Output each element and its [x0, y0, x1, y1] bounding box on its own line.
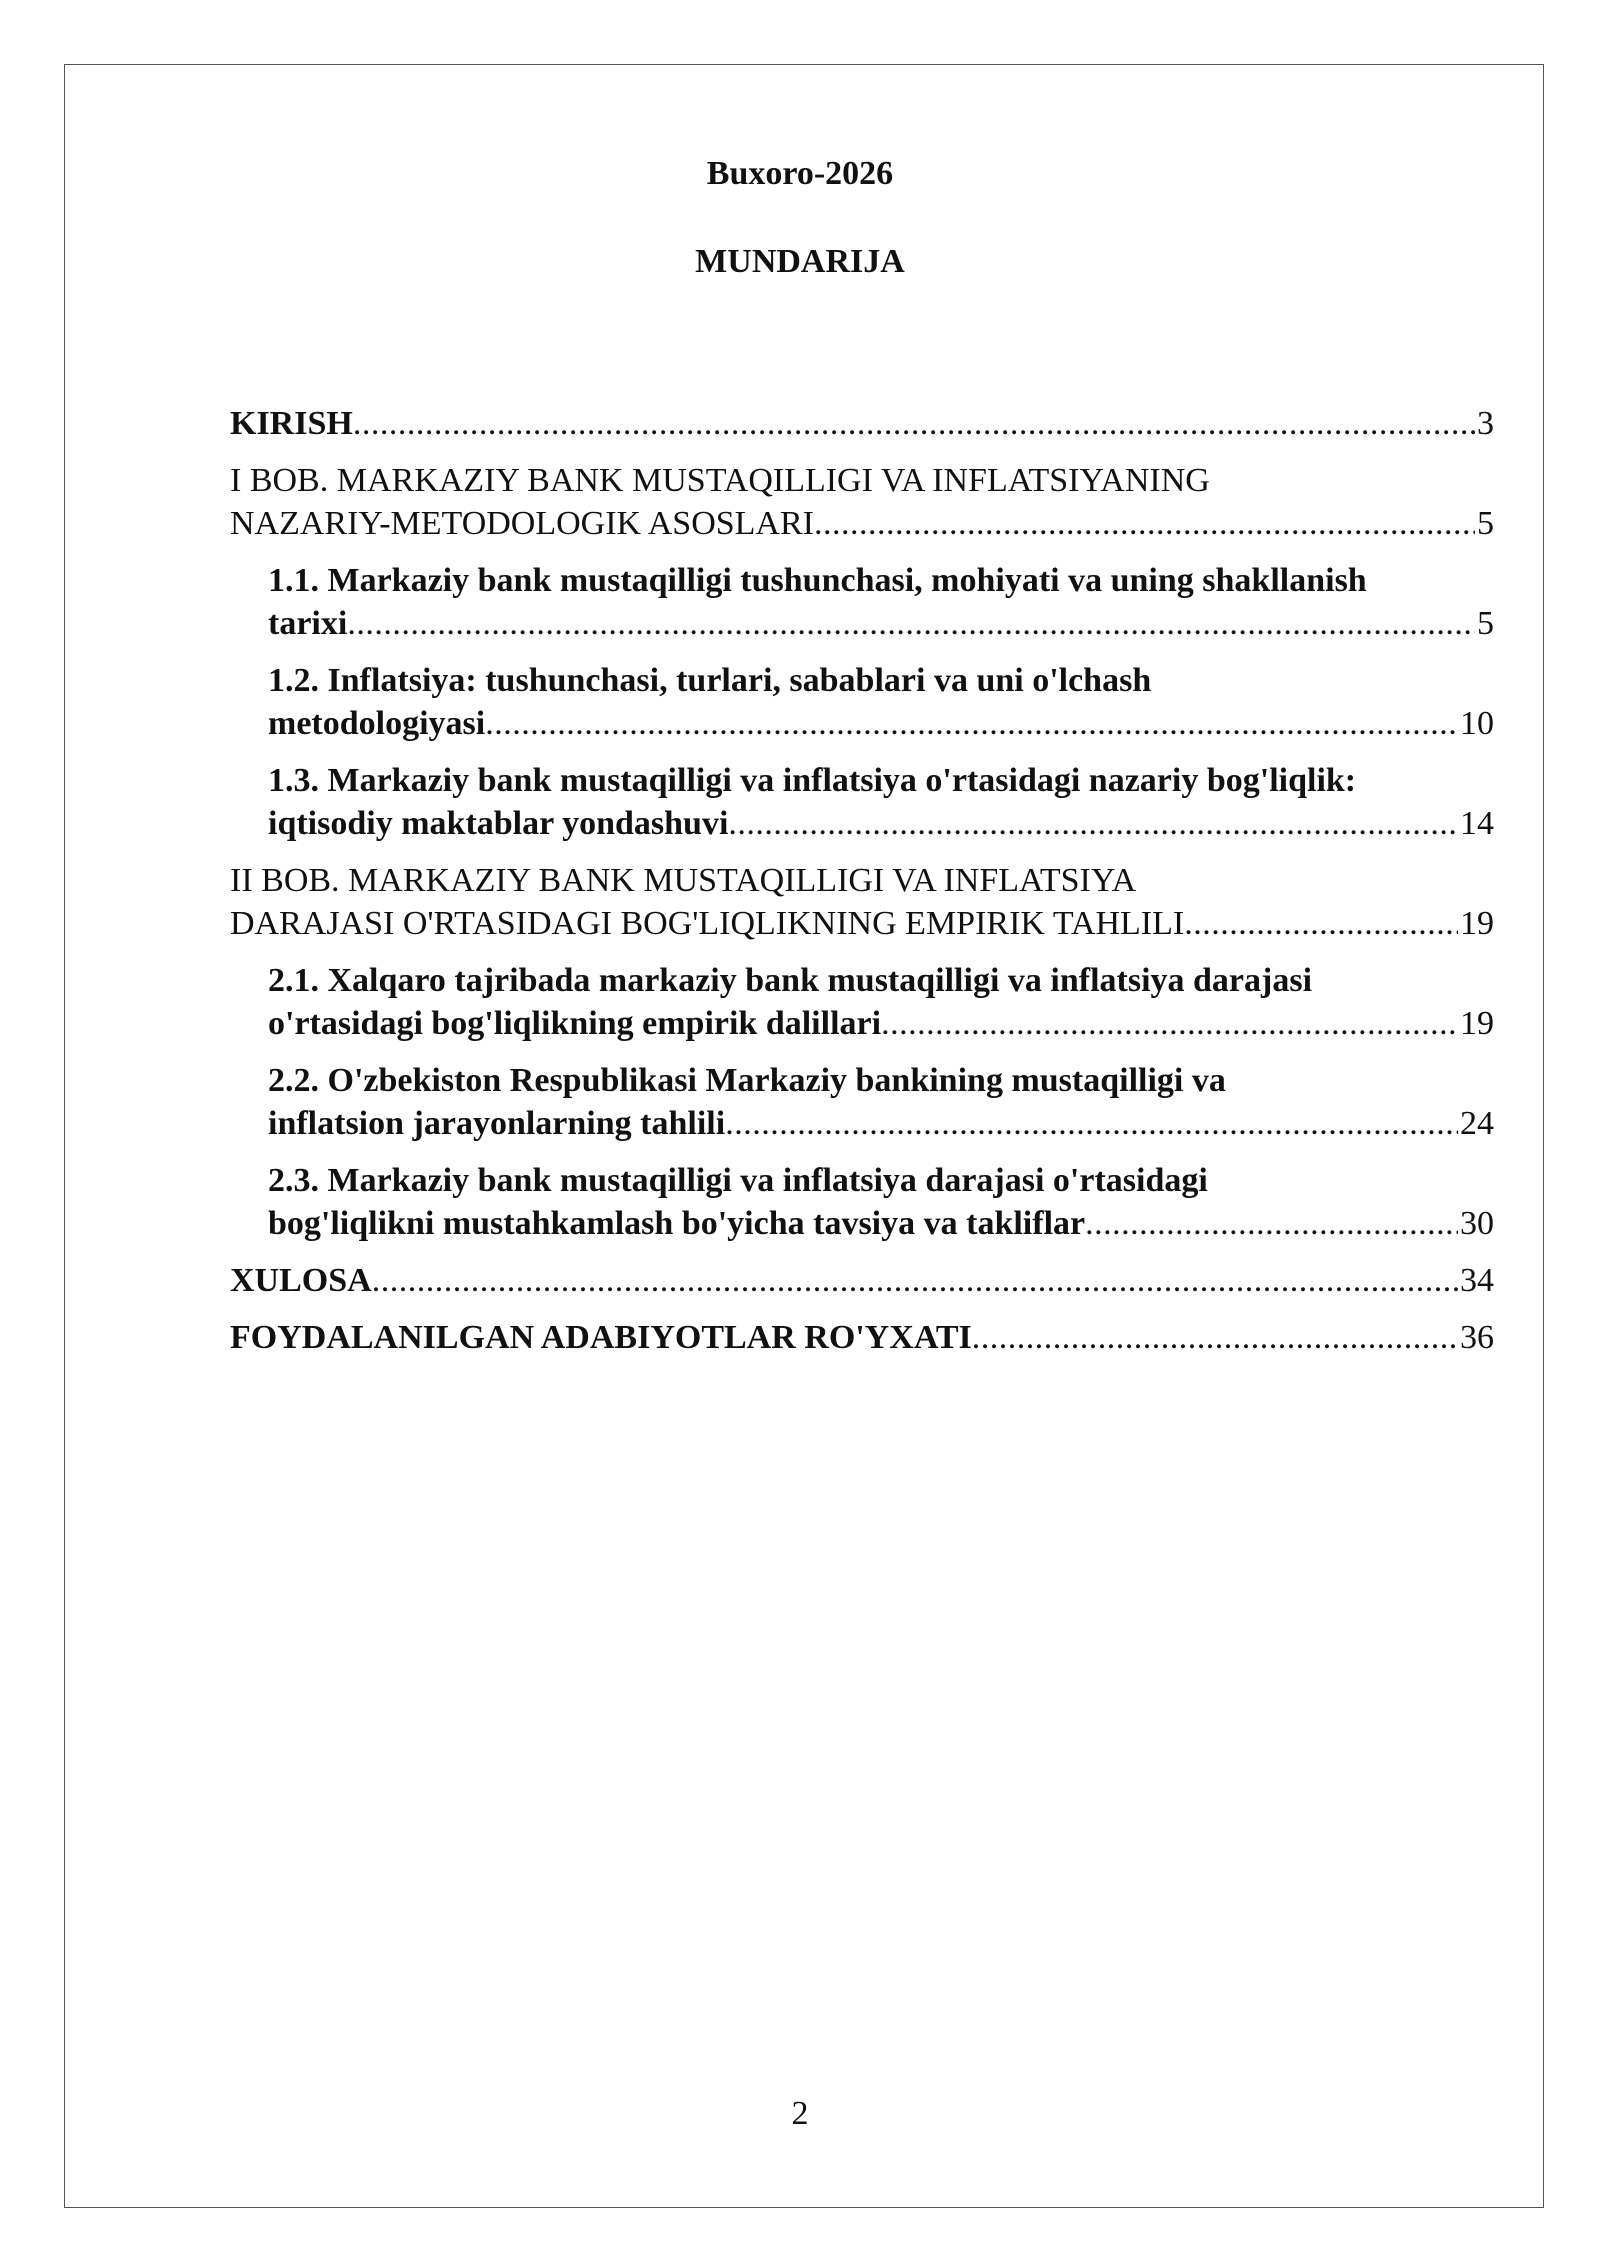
toc-entry-title-line-1: 1.3. Markaziy bank mustaqilligi va inflatsiya o'rtasidagi nazariy bog'liqlik:	[268, 762, 1357, 799]
toc-dot-leader	[485, 702, 1458, 745]
toc-page-number: 19	[1460, 905, 1494, 942]
toc-entry-section-2-3[interactable]	[230, 1159, 1494, 1245]
toc-entry-title-line-1: 2.2. O'zbekiston Respublikasi Markaziy bankining mustaqilligi va	[268, 1062, 1226, 1099]
toc-entry-title-line-2: iqtisodiy maktablar yondashuvi	[268, 805, 729, 842]
toc-entry-title-line-2: tarixi	[268, 605, 348, 642]
toc-entry-section-2-1[interactable]	[230, 959, 1494, 1045]
toc-entry-references[interactable]	[230, 1316, 1494, 1359]
toc-dot-leader	[1184, 902, 1458, 945]
toc-dot-leader	[725, 1102, 1458, 1145]
toc-page-number: 14	[1460, 805, 1494, 842]
toc-entry-title-line-1: I BOB. MARKAZIY BANK MUSTAQILLIGI VA INFLATSIYANING	[230, 462, 1210, 499]
toc-page-number: 34	[1460, 1262, 1494, 1299]
toc-page-number: 24	[1460, 1105, 1494, 1142]
toc-dot-leader	[728, 802, 1458, 845]
toc-entry-title-line-1: 2.3. Markaziy bank mustaqilligi va inflatsiya darajasi o'rtasidagi	[268, 1162, 1208, 1199]
toc-entry-title-line-2: DARAJASI O'RTASIDAGI BOG'LIQLIKNING EMPIRIK TAHLILI	[230, 905, 1185, 942]
toc-entry-title-line-2: NAZARIY-METODOLOGIK ASOSLARI	[230, 505, 814, 542]
toc-dot-leader	[972, 1316, 1458, 1359]
toc-page-number: 5	[1477, 505, 1494, 542]
toc-dot-leader	[353, 402, 1475, 445]
toc-dot-leader	[347, 602, 1475, 645]
toc-page-number: 5	[1477, 605, 1494, 642]
page-number: 2	[791, 2095, 809, 2132]
place-year: Buxoro-2026	[706, 155, 894, 192]
toc-entry-title: FOYDALANILGAN ADABIYOTLAR RO'YXATI	[230, 1319, 972, 1356]
toc-dot-leader	[814, 502, 1475, 545]
toc-entry-section-1-2[interactable]	[230, 659, 1494, 745]
toc-entry-title: XULOSA	[230, 1262, 372, 1299]
toc-dot-leader	[372, 1259, 1458, 1302]
toc-entry-title-line-2: metodologiyasi	[268, 705, 486, 742]
toc-entry-section-1-3[interactable]	[230, 759, 1494, 845]
table-of-contents	[230, 402, 1494, 1373]
toc-entry-title: KIRISH	[230, 405, 353, 442]
toc-page-number: 30	[1460, 1205, 1494, 1242]
toc-entry-section-2-2[interactable]	[230, 1059, 1494, 1145]
toc-entry-title-line-2: bog'liqlikni mustahkamlash bo'yicha tavsiya va takliflar	[268, 1205, 1086, 1242]
toc-entry-section-1-1[interactable]	[230, 559, 1494, 645]
toc-entry-kirish[interactable]	[230, 402, 1494, 445]
toc-title: MUNDARIJA	[695, 243, 905, 280]
toc-page-number: 10	[1460, 705, 1494, 742]
toc-entry-chapter-2[interactable]	[230, 859, 1494, 945]
toc-page-number: 3	[1477, 405, 1494, 442]
toc-entry-title-line-2: inflatsion jarayonlarning tahlili	[268, 1105, 726, 1142]
toc-dot-leader	[881, 1002, 1458, 1045]
toc-entry-title-line-1: 1.2. Inflatsiya: tushunchasi, turlari, sabablari va uni o'lchash	[268, 662, 1152, 699]
toc-entry-xulosa[interactable]	[230, 1259, 1494, 1302]
toc-entry-title-line-1: 2.1. Xalqaro tajribada markaziy bank mustaqilligi va inflatsiya darajasi	[268, 962, 1313, 999]
toc-dot-leader	[1085, 1202, 1458, 1245]
toc-entry-title-line-1: 1.1. Markaziy bank mustaqilligi tushunchasi, mohiyati va uning shakllanish	[268, 562, 1367, 599]
toc-page-number: 19	[1460, 1005, 1494, 1042]
toc-page-number: 36	[1460, 1319, 1494, 1356]
toc-entry-chapter-1[interactable]	[230, 459, 1494, 545]
toc-entry-title-line-2: o'rtasidagi bog'liqlikning empirik dalillari	[268, 1005, 882, 1042]
toc-entry-title-line-1: II BOB. MARKAZIY BANK MUSTAQILLIGI VA INFLATSIYA	[230, 862, 1137, 899]
